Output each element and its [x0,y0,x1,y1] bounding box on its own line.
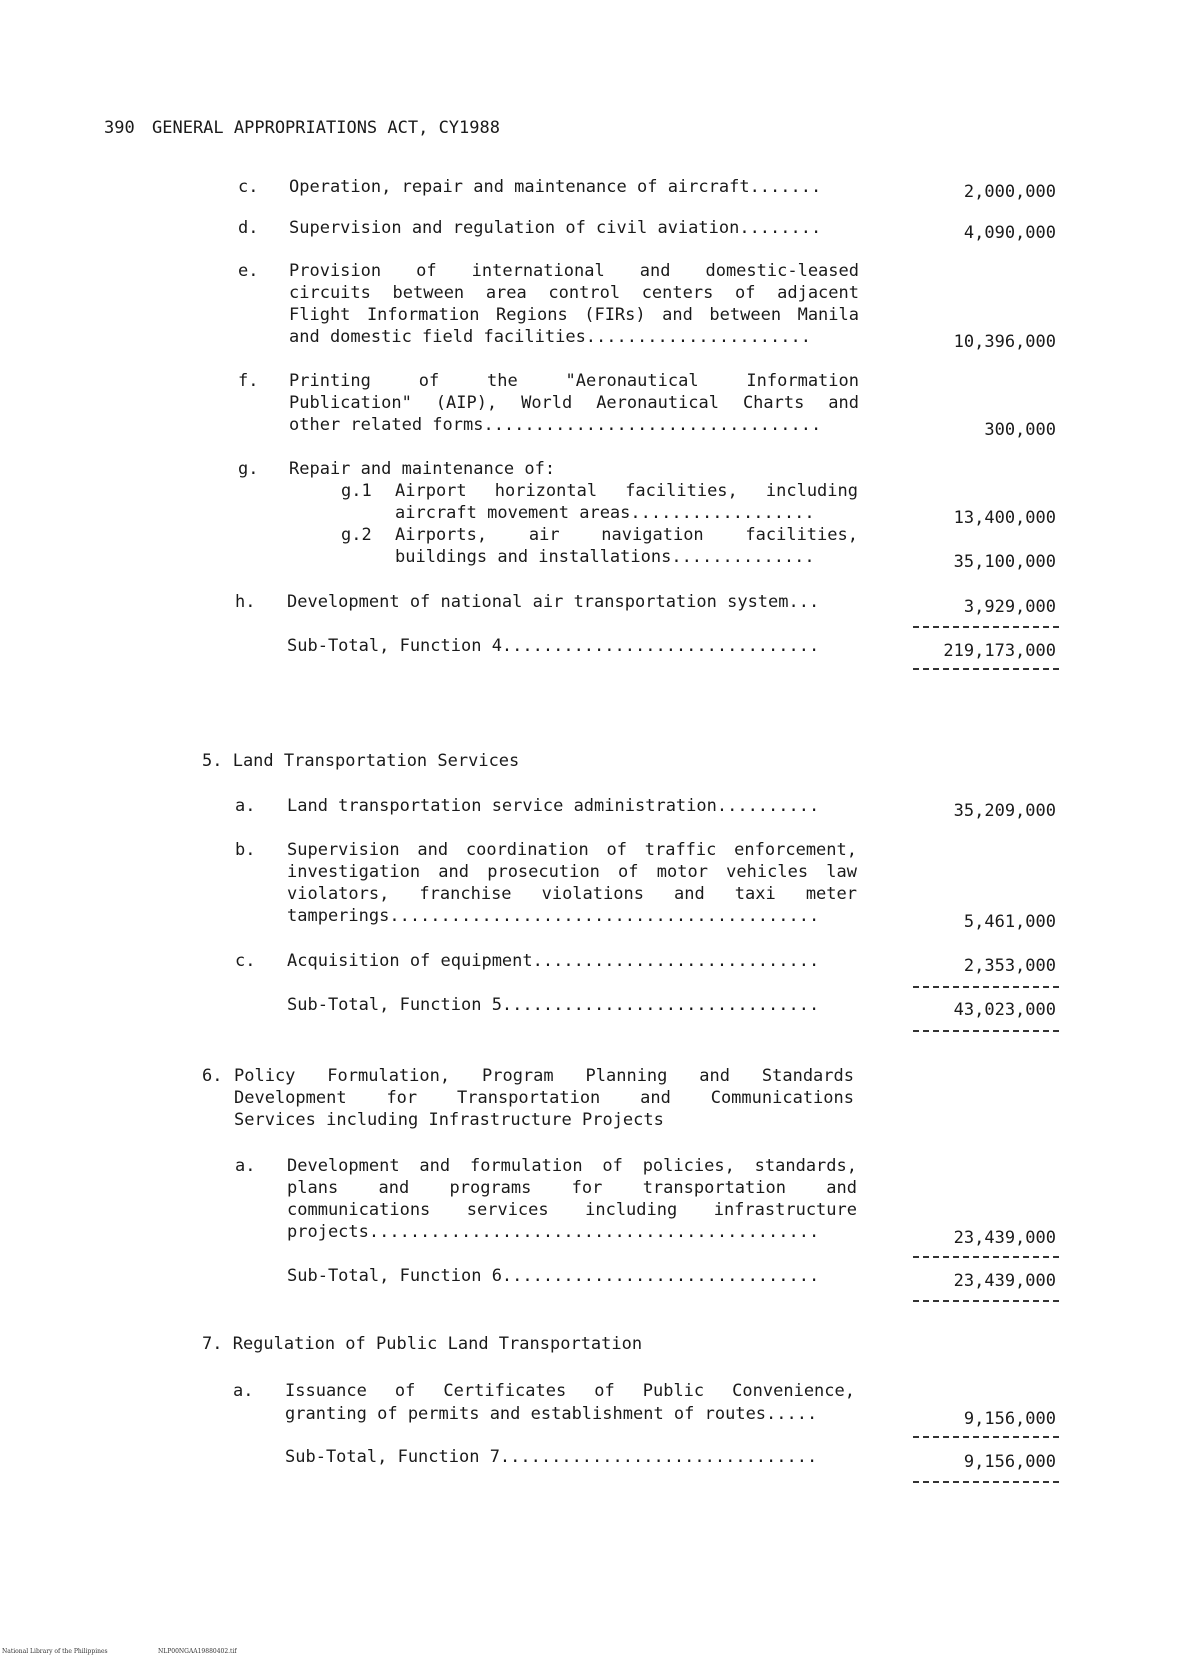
item-description-line: plans and programs for transportation and [287,1178,857,1198]
item-letter: a. [235,1156,256,1176]
item-amount: 10,396,000 [953,332,1056,352]
page-number: 390 [104,118,135,138]
item-letter: c. [235,951,256,971]
item-amount: 35,209,000 [953,801,1056,821]
item-description-line: tamperings.......................................... [287,906,820,926]
section-number: 6. [202,1066,223,1086]
item-amount: 2,000,000 [963,182,1056,202]
item-description: Acquisition of equipment............................ [287,951,820,971]
item-amount: 3,929,000 [963,597,1056,617]
amount-underline [913,626,1059,628]
item-description-line: Printing of the "Aeronautical Information [289,371,859,391]
footer-library: National Library of the Philippines [2,1648,108,1655]
amount-underline [913,986,1059,988]
section-heading-line: Development for Transportation and Communications [234,1088,854,1108]
subtotal-amount: 219,173,000 [943,641,1056,661]
subitem-label: g.1 [341,481,372,501]
item-description-line: Supervision and coordination of traffic enforcement, [287,840,857,860]
item-description-line: Provision of international and domestic-leased [289,261,859,281]
item-letter: b. [235,840,256,860]
item-letter: a. [235,796,256,816]
item-description-line: projects............................................ [287,1222,820,1242]
item-description: Repair and maintenance of: [289,459,556,479]
subtotal-label: Sub-Total, Function 4............................... [287,636,820,656]
item-description-line: Issuance of Certificates of Public Convenience, [285,1381,855,1401]
subtotal-amount: 43,023,000 [953,1000,1056,1020]
section-heading-line: Policy Formulation, Program Planning and Standards [234,1066,854,1086]
subtotal-label: Sub-Total, Function 7............................... [285,1447,818,1467]
item-description: Development of national air transportation system... [287,592,820,612]
subtotal-amount: 9,156,000 [963,1452,1056,1472]
item-description-line: communications services including infrastructure [287,1200,857,1220]
item-amount: 5,461,000 [963,912,1056,932]
amount-underline [913,1256,1059,1258]
footer-file: NLP00NGAA19880402.tif [158,1648,237,1655]
subtotal-label: Sub-Total, Function 5............................... [287,995,820,1015]
subtotal-underline [913,668,1059,670]
subtotal-underline [913,1481,1059,1483]
item-amount: 4,090,000 [963,223,1056,243]
item-amount: 35,100,000 [953,552,1056,572]
subtotal-label: Sub-Total, Function 6............................... [287,1266,820,1286]
item-description-line: and domestic field facilities...................... [289,327,811,347]
item-description-line: other related forms................................. [289,415,822,435]
item-description-line: investigation and prosecution of motor vehicles law [287,862,857,882]
item-amount: 9,156,000 [963,1409,1056,1429]
item-description-line: violators, franchise violations and taxi meter [287,884,857,904]
item-description-line: Publication" (AIP), World Aeronautical Charts and [289,393,859,413]
item-description: Land transportation service administration.......... [287,796,820,816]
section-heading: 7. Regulation of Public Land Transportation [202,1334,643,1354]
amount-underline [913,1436,1059,1438]
page-title: GENERAL APPROPRIATIONS ACT, CY1988 [152,118,500,138]
item-amount: 300,000 [984,420,1056,440]
item-letter: d. [238,218,259,238]
item-amount: 2,353,000 [963,956,1056,976]
item-amount: 23,439,000 [953,1228,1056,1248]
subtotal-amount: 23,439,000 [953,1271,1056,1291]
item-letter: g. [238,459,259,479]
item-description-line: Flight Information Regions (FIRs) and between Manila [289,305,859,325]
subtotal-underline [913,1030,1059,1032]
section-heading: 5. Land Transportation Services [202,751,520,771]
item-letter: h. [235,592,256,612]
item-description-line: granting of permits and establishment of routes..... [285,1404,818,1424]
item-description-line: Development and formulation of policies, standards, [287,1156,857,1176]
item-amount: 13,400,000 [953,508,1056,528]
item-letter: f. [238,371,259,391]
item-letter: c. [238,177,259,197]
subitem-description-line: Airports, air navigation facilities, [395,525,858,545]
subtotal-underline [913,1300,1059,1302]
item-description: Supervision and regulation of civil aviation........ [289,218,822,238]
item-description: Operation, repair and maintenance of aircraft....... [289,177,822,197]
item-description-line: circuits between area control centers of adjacent [289,283,859,303]
subitem-label: g.2 [341,525,372,545]
item-letter: e. [238,261,259,281]
subitem-description-line: Airport horizontal facilities, including [395,481,858,501]
section-heading-line: Services including Infrastructure Projects [234,1110,664,1130]
subitem-description-line: aircraft movement areas.................. [395,503,815,523]
item-letter: a. [233,1381,254,1401]
subitem-description-line: buildings and installations.............. [395,547,815,567]
